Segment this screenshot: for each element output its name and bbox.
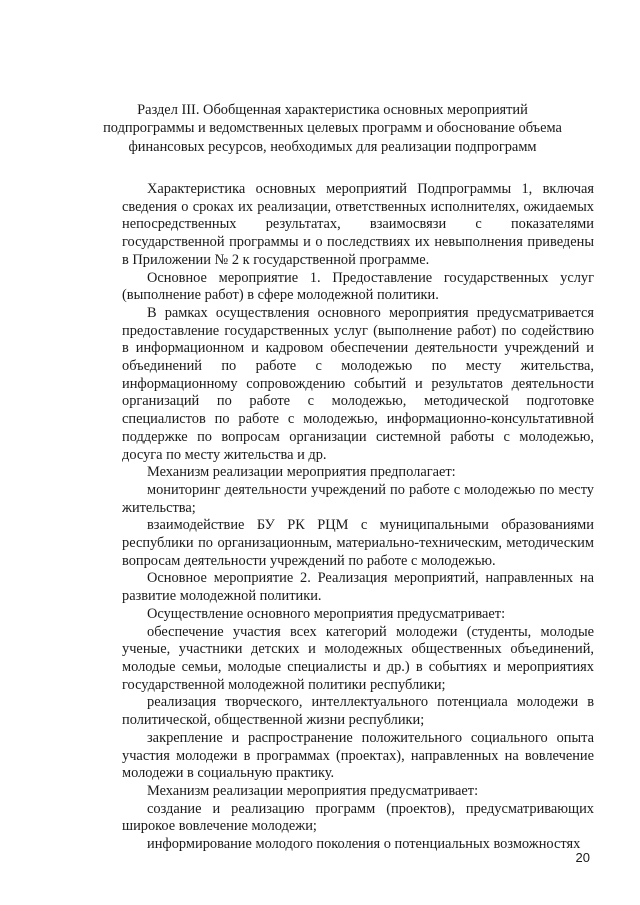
paragraph-programs: создание и реализацию программ (проектов), предусматривающих широкое вовлечение молодежи;	[122, 800, 594, 835]
paragraph-participation: обеспечение участия всех категорий молодежи (студенты, молодые ученые, участники детских и молодежных общественных объединений, молодые семьи, молодые специалисты и др.) в событиях и мероприятиях государственной молодежной политики республики;	[122, 623, 594, 693]
section-heading	[100, 101, 565, 156]
body-text	[122, 181, 594, 854]
paragraph-interaction: взаимодействие БУ РК РЦМ с муниципальными образованиями республики по организационным, материально-техническим, методическим вопросам деятельности учреждений по работе с молодежью.	[122, 517, 594, 569]
paragraph-mechanism-1: Механизм реализации мероприятия предполагает:	[147, 464, 456, 481]
paragraph-informing: информирование молодого поколения о потенциальных возможностях	[147, 836, 581, 853]
paragraph-creative-potential: реализация творческого, интеллектуального потенциала молодежи в политической, общественной жизни республики;	[122, 694, 594, 729]
paragraph-implementation: Осуществление основного мероприятия предусматривает:	[147, 605, 506, 622]
section-heading-line-1: Раздел III. Обобщенная характеристика основных мероприятий	[137, 102, 528, 118]
paragraph-social-experience: закрепление и распространение положительного социального опыта участия молодежи в программах (проектах), направленных на вовлечение молодежи в социальную практику.	[122, 729, 594, 782]
paragraph-mechanism-2: Механизм реализации мероприятия предусматривает:	[147, 782, 479, 799]
section-heading-line-3: финансовых ресурсов, необходимых для реализации подпрограмм	[128, 138, 537, 155]
paragraph-activity-1-scope: В рамках осуществления основного мероприятия предусматривается предоставление государственных услуг (выполнение работ) по содействию в информационном и кадровом обеспечении деятельности учреждений и объединений по работе с молодежью по месту жительства, информационному сопровождению событий и результатов деятельности организаций по работе с молодежью, методической подготовке специалистов по работе с молодежью, информационно-консультативной поддержке по вопросам организации системной работы с молодежью, досуга по месту жительства и др.	[122, 304, 594, 463]
paragraph-main-activity-1: Основное мероприятие 1. Предоставление государственных услуг (выполнение работ) в сфере молодежной политики.	[122, 269, 594, 304]
paragraph-characteristics: Характеристика основных мероприятий Подпрограммы 1, включая сведения о сроках их реализации, ответственных исполнителях, ожидаемых непосредственных результатах, взаимосвязи с показателями государственной программы и о последствиях их невыполнения приведены в Приложении № 2 к государственной программе.	[122, 181, 594, 268]
paragraph-monitoring: мониторинг деятельности учреждений по работе с молодежью по месту жительства;	[122, 481, 594, 516]
section-heading-line-2: подпрограммы и ведомственных целевых программ и обоснование объема	[103, 120, 562, 137]
paragraph-main-activity-2: Основное мероприятие 2. Реализация мероприятий, направленных на развитие молодежной политики.	[122, 570, 594, 605]
page-number: 20	[575, 850, 590, 865]
